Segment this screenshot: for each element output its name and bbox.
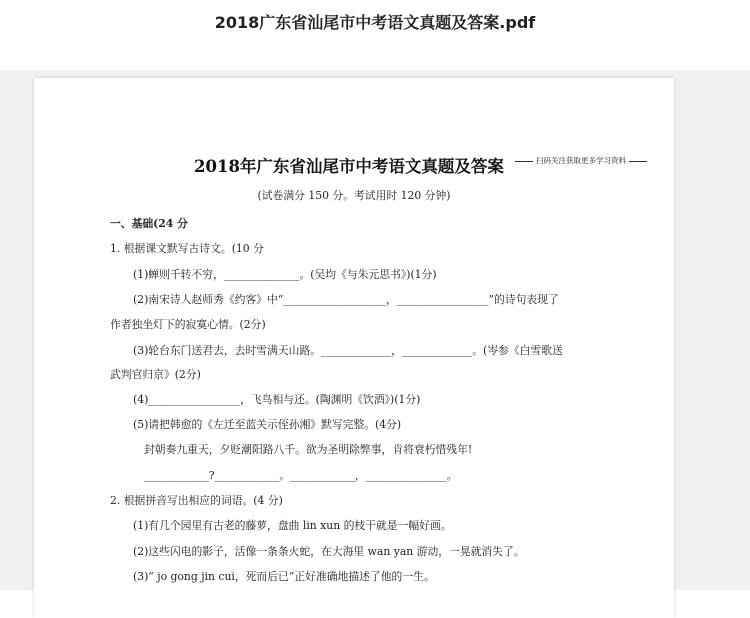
question-2-1: (1)有几个园里有古老的藤萝，盘曲 lin xun 的枝干就是一幅好画。: [133, 519, 452, 532]
question-1-1: (1)蝉则千转不穷，______________。(吴均《与朱元思书》)(1分): [133, 268, 437, 281]
question-1: 1. 根据课文默写古诗文。(10 分: [110, 242, 264, 255]
pdf-page: [34, 78, 674, 618]
poem-blanks: ____________?____________。____________，_______________。: [144, 469, 458, 482]
question-1-4: (4)_________________，飞鸟相与还。(陶渊明《饮酒》)(1分): [133, 393, 421, 406]
poem-line: 封朝奏九重天，夕贬潮阳路八千。欲为圣明除弊事，肯将衰朽惜残年!: [144, 443, 473, 456]
title-bar: [0, 0, 750, 70]
question-1-2-cont: 作者独坐灯下的寂寞心情。(2分): [110, 318, 266, 331]
question-1-2: (2)南宋诗人赵师秀《约客》中“___________________，_________________”的诗句表现了: [133, 293, 559, 306]
section-heading: 一、基础(24 分: [110, 217, 188, 230]
document-title: 2018年广东省汕尾市中考语文真题及答案: [194, 157, 504, 176]
exam-subtitle: (试卷满分 150 分。考试用时 120 分钟): [257, 189, 451, 202]
question-2-2: (2)这些闪电的影子，活像一条条火蛇，在大海里 wan yan 游动，一晃就消失了。: [133, 545, 525, 558]
file-title: 2018广东省汕尾市中考语文真题及答案.pdf: [214, 13, 536, 32]
promo-text: 扫码关注获取更多学习资料: [512, 155, 650, 166]
question-2-3: (3)“ jo gong jin cui，死而后已”正好准确地描述了他的一生。: [133, 570, 435, 583]
question-1-3-cont: 武判官归京》(2分): [110, 368, 201, 381]
question-1-5: (5)请把韩愈的《左迁至蓝关示侄孙湘》默写完整。(4分): [133, 418, 402, 431]
question-1-3: (3)轮台东门送君去，去时雪满天山路。_____________，_____________。(岑参《白雪歌送: [133, 344, 563, 357]
question-2: 2. 根据拼音写出相应的词语。(4 分): [110, 494, 283, 507]
